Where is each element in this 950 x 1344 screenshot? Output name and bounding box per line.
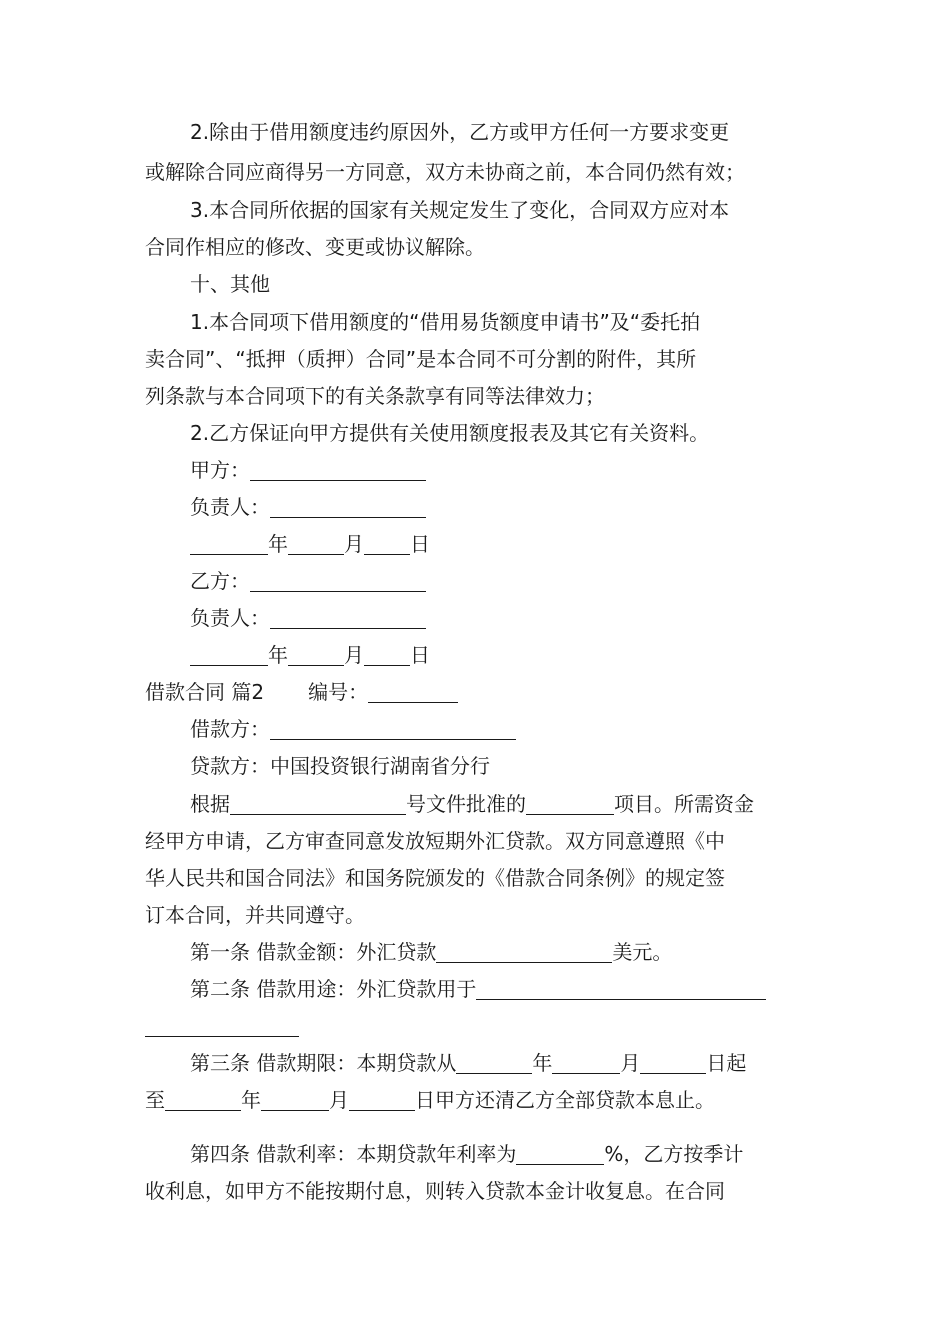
month-label: 月: [344, 643, 364, 667]
section-ten-heading: [0, 266, 950, 303]
year-blank[interactable]: [190, 643, 268, 666]
article4-line2: [0, 1173, 950, 1210]
interest-rate-blank[interactable]: [516, 1142, 604, 1165]
clause-nine-item3-line1: [0, 192, 950, 229]
preamble-line3: [0, 860, 950, 897]
contract2-title: 借款合同 篇2: [145, 680, 265, 704]
party-b-date-line: [0, 637, 950, 674]
day-label: 日: [410, 643, 430, 667]
text: 第三条 借款期限：本期贷款从: [190, 1051, 457, 1075]
text: 号文件批准的: [406, 792, 526, 816]
preamble-line1: [0, 786, 950, 823]
clause-nine-item3-line2: [0, 229, 950, 266]
day-blank[interactable]: [364, 532, 410, 555]
text: 2.除由于借用额度违约原因外，乙方或甲方任何一方要求变更: [190, 120, 730, 144]
section-ten-item1-line3: [0, 378, 950, 415]
month-label: 月: [329, 1088, 349, 1112]
lender-text: 贷款方：中国投资银行湖南省分行: [190, 754, 490, 778]
year-blank[interactable]: [190, 532, 268, 555]
article2-continuation: [0, 1008, 950, 1045]
party-b-blank[interactable]: [250, 569, 426, 592]
text: 2.乙方保证向甲方提供有关使用额度报表及其它有关资料。: [190, 421, 710, 445]
party-a-rep-blank[interactable]: [270, 495, 426, 518]
section-ten-item2: [0, 415, 950, 452]
article4-line1: [0, 1136, 950, 1173]
party-b-label: 乙方：: [190, 569, 250, 593]
year-label: 年: [532, 1051, 553, 1075]
clause-nine-item2-line1: [0, 114, 950, 151]
party-b-rep-label: 负责人：: [190, 606, 270, 630]
article2-line: [0, 971, 950, 1008]
party-a-date-line: [0, 526, 950, 563]
contract2-title-line: [0, 674, 950, 711]
article1-line: [0, 934, 950, 971]
text: %，乙方按季计: [604, 1142, 744, 1166]
text: 或解除合同应商得另一方同意，双方未协商之前，本合同仍然有效；: [145, 160, 745, 184]
month-label: 月: [344, 532, 364, 556]
text: 第一条 借款金额：外汇贷款: [190, 940, 437, 964]
text: 1.本合同项下借用额度的“借用易货额度申请书”及“委托拍: [190, 310, 701, 334]
document-number-blank[interactable]: [230, 792, 406, 815]
text: 经甲方申请，乙方审查同意发放短期外汇贷款。双方同意遵照《中: [145, 829, 725, 853]
preamble-line2: [0, 823, 950, 860]
section-ten-item1-line2: [0, 341, 950, 378]
party-b-rep-blank[interactable]: [270, 606, 426, 629]
start-month-blank[interactable]: [552, 1051, 620, 1074]
party-b-line: [0, 563, 950, 600]
article3-line2: [0, 1082, 950, 1119]
party-a-rep-label: 负责人：: [190, 495, 270, 519]
end-month-blank[interactable]: [261, 1088, 329, 1111]
text: 第四条 借款利率：本期贷款年利率为: [190, 1142, 517, 1166]
party-a-line: [0, 452, 950, 489]
text: 项目。所需资金: [614, 792, 754, 816]
month-label: 月: [620, 1051, 641, 1075]
party-b-rep-line: [0, 600, 950, 637]
year-label: 年: [268, 532, 288, 556]
party-a-label: 甲方：: [190, 458, 250, 482]
text: 订本合同，并共同遵守。: [145, 903, 365, 927]
text: 合同作相应的修改、变更或协议解除。: [145, 235, 485, 259]
month-blank[interactable]: [288, 643, 344, 666]
day-label: 日: [410, 532, 430, 556]
text: 华人民共和国合同法》和国务院颁发的《借款合同条例》的规定签: [145, 866, 725, 890]
loan-amount-blank[interactable]: [436, 940, 612, 963]
preamble-line4: [0, 897, 950, 934]
borrower-line: [0, 711, 950, 748]
text: 根据: [190, 792, 230, 816]
clause-nine-item2-line2: [0, 154, 950, 191]
text: 卖合同”、“抵押（质押）合同”是本合同不可分割的附件，其所: [145, 347, 697, 371]
year-label: 年: [241, 1088, 261, 1112]
project-blank[interactable]: [526, 792, 614, 815]
party-a-blank[interactable]: [250, 458, 426, 481]
text: 美元。: [612, 940, 673, 964]
text: 日起: [706, 1051, 747, 1075]
month-blank[interactable]: [288, 532, 344, 555]
year-label: 年: [268, 643, 288, 667]
text: 3.本合同所依据的国家有关规定发生了变化，合同双方应对本: [190, 198, 730, 222]
party-a-rep-line: [0, 489, 950, 526]
text: 收利息，如甲方不能按期付息，则转入贷款本金计收复息。在合同: [145, 1179, 725, 1203]
borrower-label: 借款方：: [190, 717, 270, 741]
day-blank[interactable]: [364, 643, 410, 666]
end-day-blank[interactable]: [349, 1088, 415, 1111]
borrower-blank[interactable]: [270, 717, 516, 740]
heading-text: 十、其他: [190, 272, 270, 296]
loan-purpose-blank[interactable]: [476, 977, 766, 1000]
text: 至: [145, 1088, 165, 1112]
start-year-blank[interactable]: [456, 1051, 532, 1074]
lender-line: [0, 748, 950, 785]
text: 第二条 借款用途：外汇贷款用于: [190, 977, 477, 1001]
section-ten-item1-line1: [0, 304, 950, 341]
text: 日甲方还清乙方全部贷款本息止。: [415, 1088, 715, 1112]
end-year-blank[interactable]: [165, 1088, 241, 1111]
article3-line1: [0, 1045, 950, 1082]
text: 列条款与本合同项下的有关条款享有同等法律效力；: [145, 384, 605, 408]
number-blank[interactable]: [368, 680, 458, 703]
start-day-blank[interactable]: [640, 1051, 706, 1074]
loan-purpose-blank-cont[interactable]: [145, 1014, 299, 1037]
number-label: 编号：: [308, 680, 369, 704]
